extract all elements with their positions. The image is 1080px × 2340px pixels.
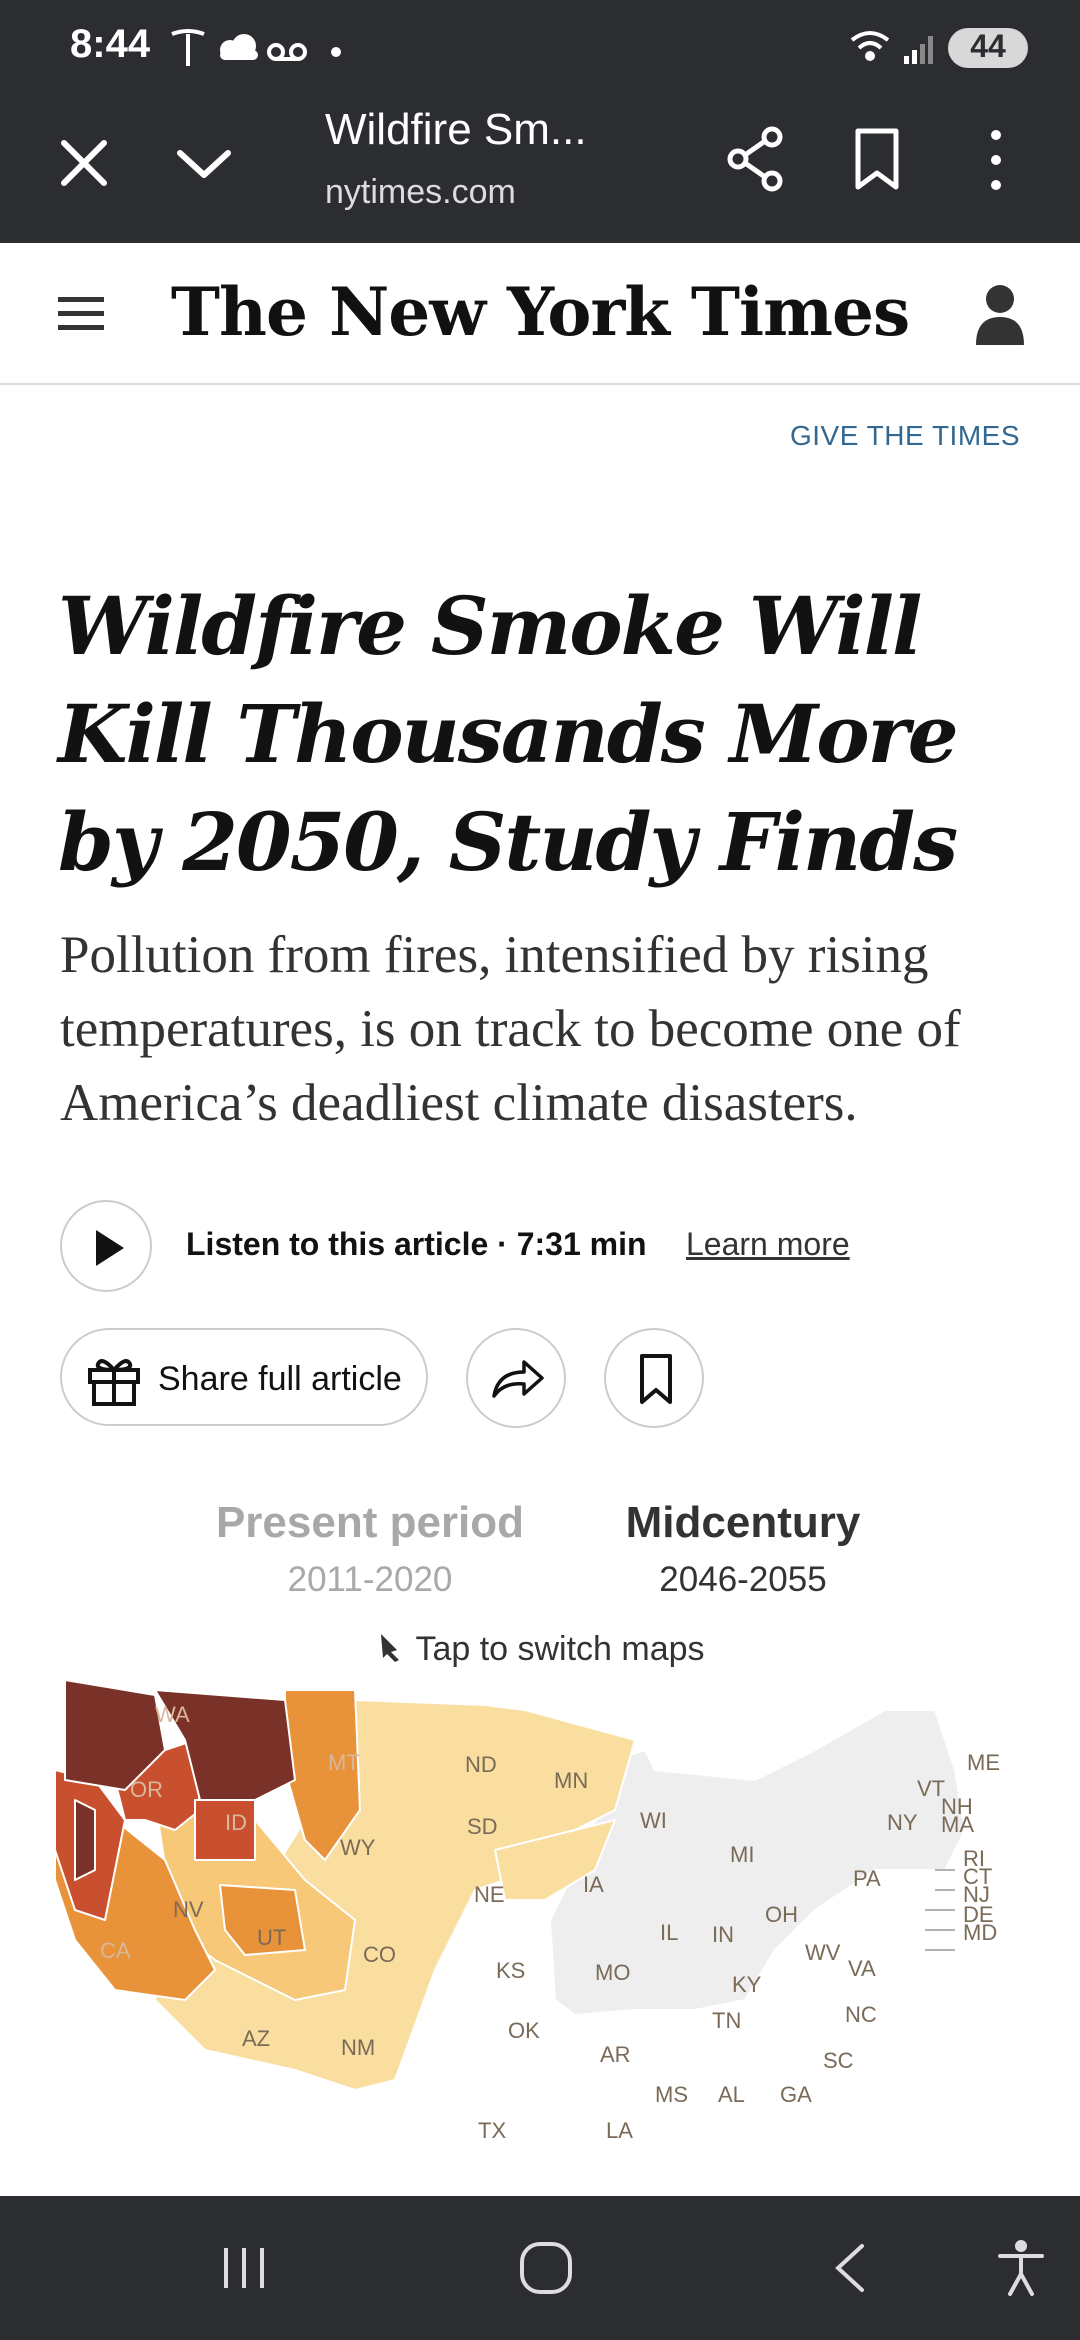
bookmark-icon[interactable] <box>852 127 902 193</box>
tesla-icon <box>172 31 204 66</box>
state-label-ia: IA <box>583 1872 604 1897</box>
give-the-times-link[interactable]: GIVE THE TIMES <box>789 420 1020 451</box>
state-label-oh: OH <box>765 1902 798 1927</box>
nyt-logo[interactable]: The New York Times <box>170 273 910 351</box>
midcentury-years: 2046-2055 <box>659 1560 827 1599</box>
android-nav-bar <box>0 2196 1080 2340</box>
state-label-nh: NH <box>941 1794 973 1819</box>
state-label-nm: NM <box>341 2035 376 2060</box>
state-label-ne: NE <box>474 1882 505 1907</box>
state-label-al: AL <box>718 2082 745 2107</box>
state-label-ok: OK <box>508 2018 540 2043</box>
state-label-wv: WV <box>805 1940 841 1965</box>
state-label-ky: KY <box>732 1972 762 1997</box>
state-label-nv: NV <box>173 1897 204 1922</box>
tap-hand-icon <box>375 1630 409 1664</box>
state-label-in: IN <box>712 1922 734 1947</box>
state-label-ar: AR <box>600 2042 631 2067</box>
state-label-mt: MT <box>328 1750 360 1775</box>
state-label-wy: WY <box>340 1835 376 1860</box>
account-icon[interactable] <box>974 283 1026 347</box>
tap-hint <box>0 1630 1080 1669</box>
state-label-pa: PA <box>853 1866 881 1891</box>
play-icon <box>92 1228 128 1268</box>
state-label-mi: MI <box>730 1842 755 1867</box>
state-label-sd: SD <box>467 1814 498 1839</box>
state-label-az: AZ <box>242 2026 271 2051</box>
present-period-years: 2011-2020 <box>287 1560 453 1599</box>
present-period-tab[interactable]: Present period <box>215 1498 525 1547</box>
leader-lines <box>925 1870 955 1950</box>
region-darkest-ca <box>75 1800 95 1880</box>
share-full-article-label: Share full article <box>158 1360 402 1398</box>
close-icon[interactable] <box>56 135 112 191</box>
state-label-wa: WA <box>155 1702 190 1727</box>
state-label-me: ME <box>967 1750 1000 1775</box>
signal-icon <box>904 36 933 64</box>
state-label-ma: MA <box>941 1812 974 1837</box>
state-label-or: OR <box>130 1777 163 1802</box>
battery-level: 44 <box>970 28 1006 64</box>
state-label-tn: TN <box>712 2008 742 2033</box>
accessibility-icon[interactable] <box>996 2238 1046 2298</box>
status-left-icons <box>168 26 368 70</box>
state-label-ut: UT <box>257 1925 287 1950</box>
bookmark-icon <box>638 1352 674 1406</box>
status-time: 8:44 <box>70 22 151 66</box>
wildfire-smoke-map[interactable] <box>55 1670 1025 2195</box>
state-label-vt: VT <box>917 1776 946 1801</box>
wifi-icon <box>852 33 888 59</box>
share-article-button[interactable] <box>466 1328 566 1428</box>
state-label-de: DE <box>963 1902 994 1927</box>
recent-apps-icon[interactable] <box>218 2242 270 2294</box>
chevron-down-icon[interactable] <box>174 139 234 187</box>
learn-more-link[interactable]: Learn more <box>686 1226 850 1262</box>
state-label-la: LA <box>606 2118 633 2143</box>
status-bar <box>0 0 1080 95</box>
headline: Wildfire Smoke Will Kill Thousands More by 2050, Study Finds <box>58 579 957 889</box>
gift-icon <box>86 1354 142 1406</box>
listen-duration: Listen to this article · 7:31 min <box>186 1226 647 1262</box>
state-label-co: CO <box>363 1942 396 1967</box>
state-label-ga: GA <box>780 2082 812 2107</box>
state-label-nc: NC <box>845 2002 877 2027</box>
back-icon[interactable] <box>830 2242 870 2294</box>
state-label-ct: CT <box>963 1864 993 1889</box>
state-label-wi: WI <box>640 1808 667 1833</box>
state-label-sc: SC <box>823 2048 854 2073</box>
state-label-md: MD <box>963 1920 998 1945</box>
home-icon[interactable] <box>518 2240 574 2296</box>
masthead <box>0 243 1080 385</box>
share-full-article-button[interactable] <box>60 1328 428 1426</box>
tab-title[interactable]: Wildfire Sm... <box>325 105 587 154</box>
state-label-il: IL <box>660 1920 679 1945</box>
state-label-nd: ND <box>465 1752 497 1777</box>
share-icon[interactable] <box>726 125 786 193</box>
save-article-button[interactable] <box>604 1328 704 1428</box>
state-label-nj: NJ <box>963 1882 990 1907</box>
state-label-tx: TX <box>478 2118 507 2143</box>
tab-domain[interactable]: nytimes.com <box>325 173 516 211</box>
state-label-ny: NY <box>887 1810 918 1835</box>
state-label-mo: MO <box>595 1960 631 1985</box>
state-label-id: ID <box>225 1810 247 1835</box>
state-label-va: VA <box>848 1956 876 1981</box>
state-label-mn: MN <box>554 1768 589 1793</box>
state-label-ks: KS <box>496 1958 526 1983</box>
play-audio-button[interactable] <box>60 1200 152 1292</box>
cloud-icon <box>220 34 258 60</box>
state-label-ca: CA <box>100 1938 131 1963</box>
voicemail-icon <box>269 45 305 59</box>
more-options-icon[interactable] <box>984 127 1008 193</box>
browser-toolbar <box>0 95 1080 243</box>
dot-icon <box>331 47 341 57</box>
forward-arrow-icon <box>490 1358 546 1402</box>
tap-hint-text: Tap to switch maps <box>415 1630 705 1668</box>
midcentury-tab[interactable]: Midcentury <box>625 1498 861 1547</box>
state-label-ri: RI <box>963 1846 985 1871</box>
summary-dek: Pollution from fires, intensified by rising temperatures, is on track to become one of America’s deadliest climate disasters. <box>60 926 961 1132</box>
state-label-ms: MS <box>655 2082 688 2107</box>
